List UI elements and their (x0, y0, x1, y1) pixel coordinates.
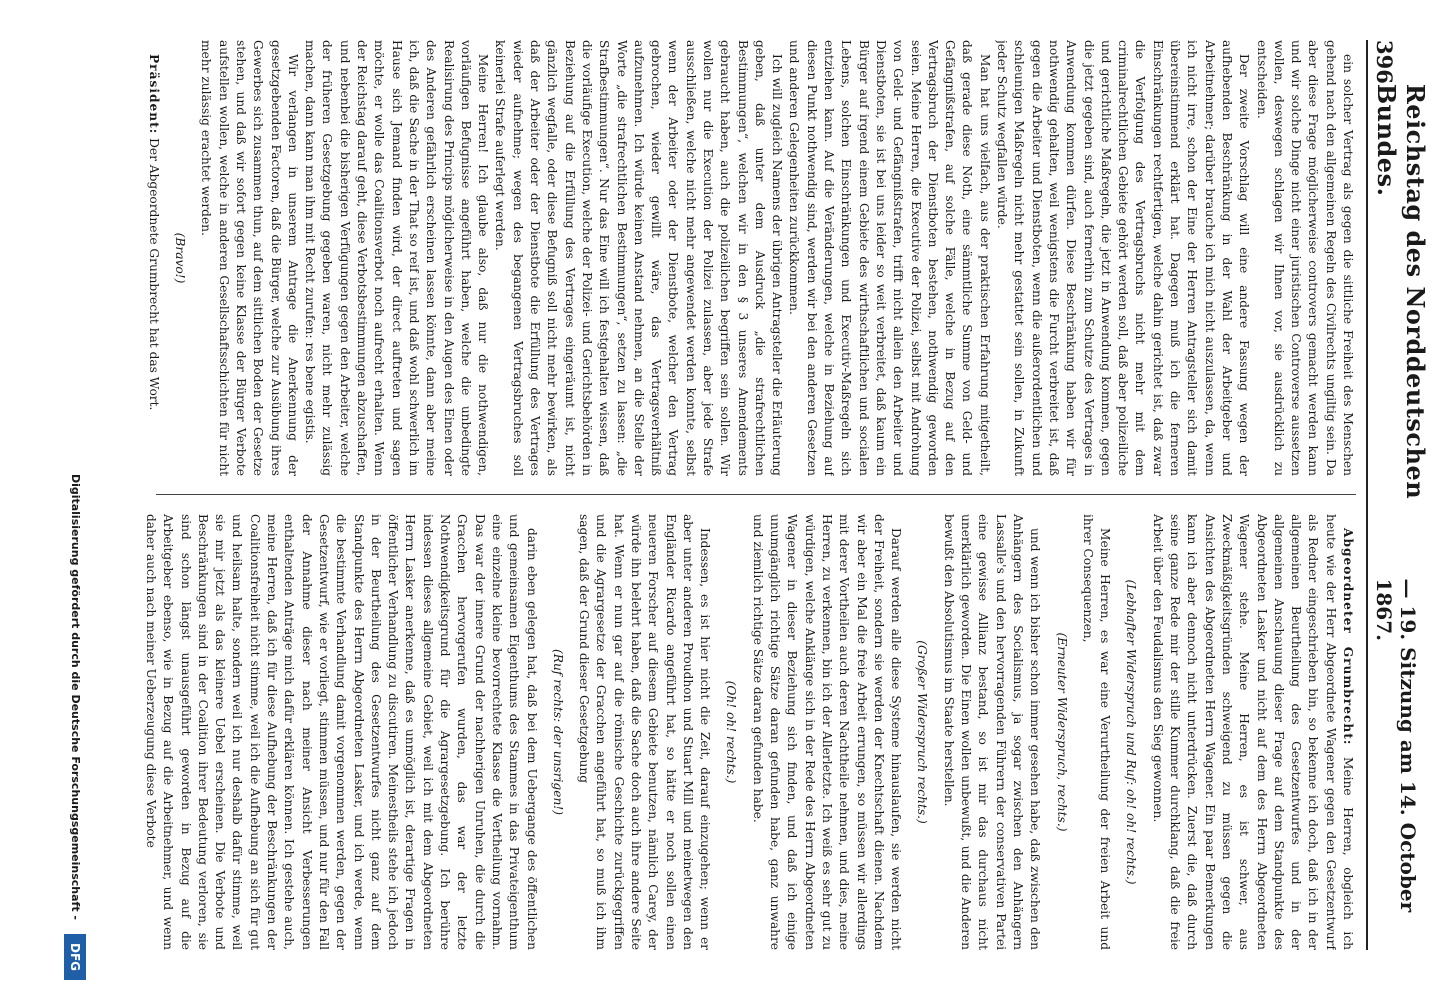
column-divider (156, 494, 1356, 495)
left-paragraph: Wir verlangen in unserem Antrage die Anerkennung der gesetzgebenden Factoren, daß die Bürger, welche zur Ausübung ihres Gewerbes sich zusammen thun, auf dem sittlichen Boden der Gesetze stehen, und daß wir sofort gegen keine Klasse der Bürger Verbote aufstellen wollen, welche in anderen Gesellschaftsschichten für nicht mehr zulässig erachtet werden. (199, 40, 300, 476)
left-paragraph: ein solcher Vertrag als gegen die sittliche Freiheit des Menschen gehend nach den allgemeinen Regeln des Civilrechts ungiltig sein. Da aber diese Frage möglicherweise controvers gemacht werden kann und wir solche Dinge nicht einer juristischen Controverse aussetzen wollen, deswegen schlagen wir Ihnen vor, sie ausdrücklich zu entscheiden. (1254, 40, 1355, 476)
interjection: (Erneuter Widerspruch, rechts.) (1054, 632, 1069, 832)
digitization-credit: Digitalisierung gefördert durch die Deutsche Forschungsgemeinschaft - (69, 473, 82, 920)
left-paragraph: Ich will zugleich Namens der übrigen Antragsteller die Erläuterung geben, daß unter dem Ausdruck „die strafrechtlichen Bestimmungen“, welchen wir in den § 3 unseres Amendements gebraucht haben, auch die polizeilichen begriffen sein sollen. Wir wollen nur die Execution der Polizei zulassen, aber jede Strafe ausschließen, welche nicht mehr angewendet werden konnte, selbst wenn der Arbeiter oder der Dienstbote, welcher den Vertrag gebrochen, wieder gewillt wäre, das Vertragsverhältniß aufzunehmen. Ich würde keinen Anstand nehmen, an die Stelle der Worte „die strafrechtlichen Bestimmungen“, setzen zu lassen: „die Strafbestimmungen“. Nur das Eine will ich festgehalten wissen, daß die vorläufige Execution, welche der Polizei- und Gerichtsbehörden in Beziehung auf die Erfüllung des Vertrages eingeräumt ist, nicht gänzlich wegfalle, oder diese Befugniß soll nicht mehr bewirken, als daß der Arbeiter oder der Dienstbote die Erfüllung des Vertrages wieder aufnehme; wegen des begangenen Vertragsbruches soll keinerlei Strafe auferlegt werden. (493, 40, 785, 476)
right-paragraph: und wenn ich bisher schon immer gesehen habe, daß zwischen den Anhängern des Socialismus, ja sogar zwischen den Anhängern Lassalle's und den hervorragenden Führern der conservativen Partei eine gewisse Allianz bestand, so ist mir das durchaus nicht unerklärlich geworden. Die Einen wollen unbewußt, und die Anderen bewußt den Absolutismus im Staate herstellen. (941, 514, 1043, 950)
left-paragraph: Meine Herren! Ich glaube also, daß nur die nothwendigen, vorläufigen Befugnisse angeführt haben, welche die unbedingte Realisirung des Princips möglicherweise in den Augen des Einen oder des Anderen gefährlich erscheinen lassen könnte, dann aber meine ich, daß die Sache in der That so reif ist, und daß wohl schwerlich im Hause sich Jemand finden wird, der direct auftreten und sagen möchte, er wolle das Coalitionsverbot noch aufrecht erhalten. Wenn der Reichstag darauf geht, diese Verbotsbestimmungen abzuschaffen, und nebenbei die bisherigen Verfügungen gegen den Arbeiter, welche der früheren Gesetzgebung gegeben waren, nicht mehr zulässig machen, dann kann man ihm mit Recht zurufen: res bene egistis. (303, 40, 491, 476)
president-label: Präsident: (146, 54, 161, 135)
speech-opening (1148, 514, 1356, 950)
interjection: (Oh! oh! rechts.) (724, 680, 739, 784)
left-column (106, 40, 1356, 476)
left-paragraph: Der zweite Vorschlag will eine andere Fassung wegen der aufhebenden Beschränkung in der Wahl der Arbeitgeber und Arbeitnehmer; darüber brauche ich mich nicht auszulassen, da, wenn ich nicht irre, schon der Eine der Herren Antragsteller sich damit übereinstimmend erklärt hat. Dagegen muß ich die ferneren Einschränkungen rechtfertigen, welche dahin gerichtet ist, daß zwar die Verfolgung des Vertragsbruchs nicht mehr mit dem criminalrechtlichen Gebiete gehört werden soll, daß aber polizeiliche und gerichtliche Maßregeln, die jetzt in Anwendung kommen, gegen die jetzt gegeben sind, auch fernerhin zum Schutze des Vertrages in Anwendung kommen dürfen. Diese Beschränkung haben wir für nothwendig gehalten, weil wenigstens die Furcht verbreitet ist, daß gegen die Arbeiter und Dienstboten, wenn die außerordentlichen und schleunigen Maßregeln nicht mehr gestattet sein sollen, in Zukunft jeder Schutz wegfallen würde. (995, 40, 1252, 476)
right-paragraph: Darauf werden alle diese Systeme hinauslaufen, sie werden nicht der Freiheit, sondern sie werden der Knechtschaft dienen. Nachdem wir aber ein Mal die freie Arbeit errungen, so müssen wir allerdings mit derer Vortheilen auch deren Nachtheile nehmen, und dies, meine Herren, zu verkennen, bin ich der Allerletzte. Ich weiß es sehr gut zu würdigen, welche Anklänge sich in der Rede des Herrn Abgeordneten Wagener in dieser Beziehung sich finden, und daß ich einige unumgänglich richtige Sätze daran gefunden habe, ganz unwahre und ziemlich richtige Sätze daran gefunden habe. (750, 514, 904, 950)
interjection: (Lebhafter Widerspruch und Ruf: oh! oh! rechts.) (1124, 579, 1139, 885)
interjection: (Großer Widerspruch rechts.) (915, 640, 930, 824)
president-statement (145, 40, 162, 476)
interjection: (Ruf rechts: der unsrigen!) (550, 649, 565, 815)
opening-text: Meine Herren, obgleich ich heute wie der Herr Abgeordnete Wagener gegen den Gesetzentwurf als Redner eingeschrieben bin, so bekenne ich doch, daß ich in der allgemeinen Beurtheilung des Gesetzentwurfes und in der allgemeinen Anschauung dieser Frage auf dem Standpunkte des Abgeordneten Lasker und nicht auf dem des Herrn Abgeordneten Wagener stehe. Meine Herren, es ist schwer, aus Zweckmäßigkeitsgründen schweigend zu müssen gegen die Ansichten des Abgeordneten Herrn Wagener. Ein paar Bemerkungen kann ich aber dennoch nicht unterdrücken. Zuerst die, daß durch seine ganze Rede mir der stille Kummer durchklang, daß die freie Arbeit über den Feudalismus den Sieg gewonnen. (1150, 514, 1355, 950)
left-paragraph: Man hat uns vielfach, aus der praktischen Erfahrung mitgetheilt, daß gerade diese Noth, eine sämmtliche Summe von Geld- und Gefängnißstrafen, auf solche Fälle, welche in Bezug auf den Vertragsbruch der Dienstboten bestehen, nothwendig geworden seien. Meine Herren, die Executive der Polizei, selbst mit Androhung von Geld- und Gefängnißstrafen, trifft nicht allein den Arbeiter und Dienstboten, sie ist bei uns leider so weit verbreitet, daß kaum ein Bürger auf irgend einem Gebiete des wirthschaftlichen und socialen Lebens, solchen Einschränkungen und Executiv-Maßregeln sich entziehen kann. Auf die Veränderungen, welche in Beziehung auf diesen Punkt nothwendig sind, werden wir bei den anderen Gesetzen und anderen Gelegenheiten zurückkommen. (787, 40, 992, 476)
running-title: Reichstag des Norddeutschen Bundes. (1372, 83, 1430, 500)
page-content (98, 40, 1430, 950)
right-paragraph: Indessen, es ist hier nicht die Zeit, darauf einzugehen; wenn er aber unter anderen Proudhon und Stuart Mill und meinetwegen den Engländer Ricardo angeführt hat, so hätte er noch sollen einen neueren Forscher auf diesem Gebiete benutzen, nämlich Carey, der würde ihn belehrt haben, daß die Sache doch auch ihre andere Seite hat. Wenn er nun gar auf die römische Geschichte zurückgegriffen und die Agrargesetze der Gracchen angeführt hat, so muß ich ihm sagen, daß der Grund dieser Gesetzgebung (577, 514, 713, 950)
dfg-logo: DFG (64, 934, 86, 980)
right-column (106, 514, 1356, 950)
sitting-date: — 19. Sitzung am 14. October 1867. (1372, 578, 1420, 913)
speaker-label: Abgeordneter Grumbrecht: (1341, 528, 1355, 746)
applause-note: (Bravo!) (173, 232, 188, 284)
right-paragraph: darin eben gelegen hat, daß bei dem Uebergange des öffentlichen und gemeinsamen Eigenthums des Stammes in das Privateigenthum eine einzelne kleine bevorrechtete Klasse die Vertheilung vornahm. Das war der innere Grund der nachherigen Unruhen, die durch die Gracchen hervorgerufen wurden, das war der letzte Nothwendigkeitsgrund für die Agrargesetzgebung. Ich berühre indessen dieses allgemeine Gebiet, weil ich mit dem Abgeordneten Herrn Lasker anerkenne, daß es unmöglich ist, derartige Fragen in öffentlicher Verhandlung zu discutiren. Meinestheils stehe ich jedoch in der Beurtheilung des Gesetzentwurfes nicht ganz auf dem Standpunkte des Herrn Abgeordneten Lasker, und ich werde, wenn die bestimmte Verhandlung damit vorgenommen werden, gegen der Gesetzentwurf, wie er vorliegt, stimmen müssen, und nur für den Fall der Annahme dieser nach meiner Ansicht Verbesserungen enthaltenden Anträge mich dafür erklären können. Ich gestehe auch, meine Herren, daß ich für diese Aufhebung der Beschränkungen der Coalitionsfreiheit nicht stimme, weil ich die Aufhebung an sich für gut und heilsam halte, sondern weil ich nur deshalb dafür stimme, weil sie mir jetzt als das kleinere Uebel erscheinen. Die Verbote und Beschränkungen sind in der Coalition ihrer Bedeutung verloren, sie sind schon längst unausgeführt geworden in Bezug auf die Arbeitgeber ebenso, wie in Bezug auf die Arbeitnehmer, und wenn daher auch nach meiner Ueberzeugung diese Verbote (144, 514, 539, 950)
president-text: Der Abgeordnete Grumbrecht hat das Wort. (146, 138, 161, 411)
page-number: 396 (1372, 40, 1397, 84)
page-header (1366, 40, 1430, 950)
right-paragraph: Meine Herren, es war eine Verurtheilung der freien Arbeit und ihrer Consequenzen, (1080, 514, 1113, 950)
